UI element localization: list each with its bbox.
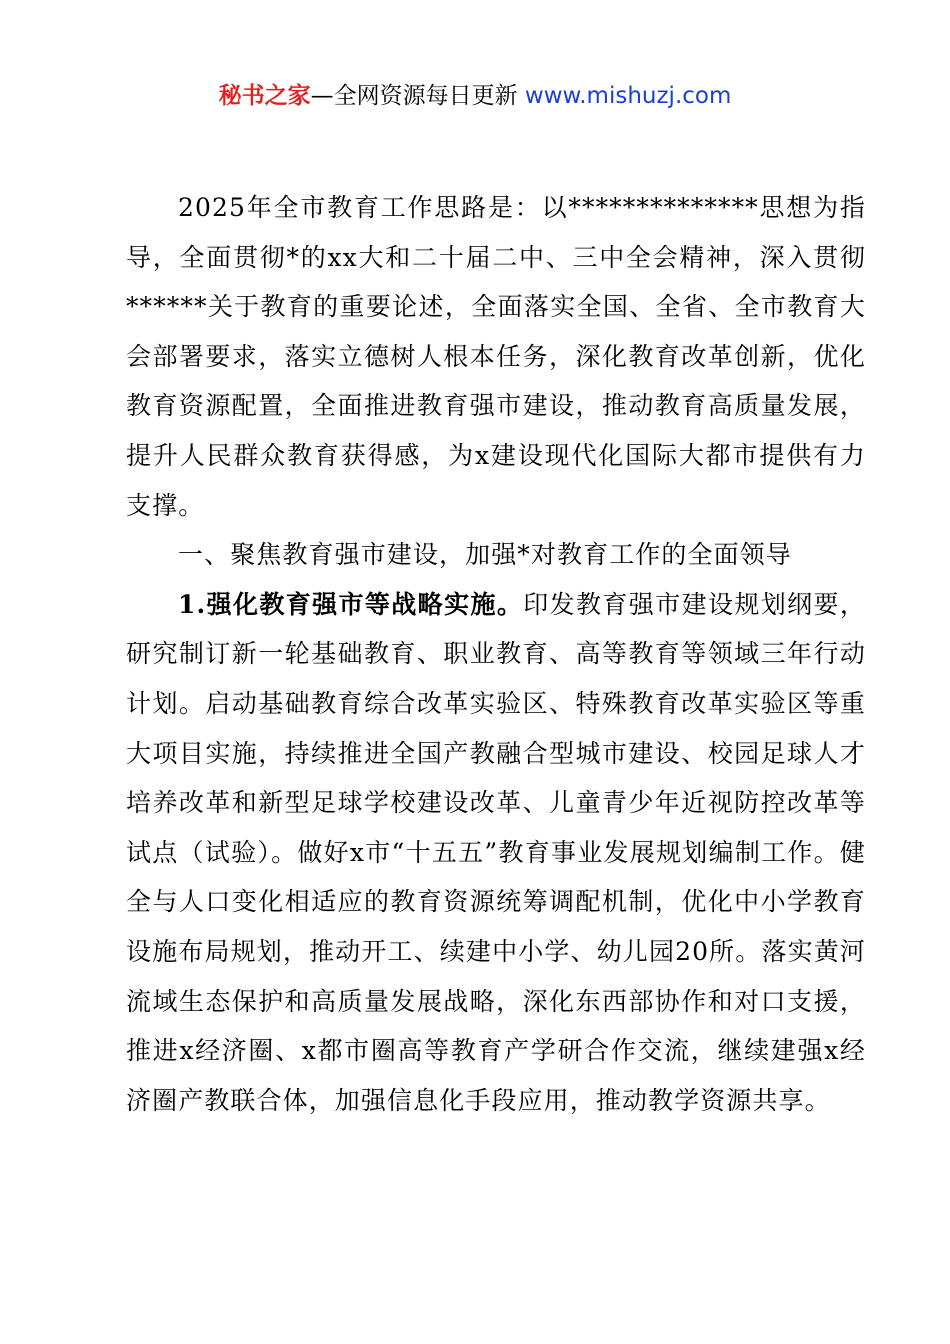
item-lead-title: 1.强化教育强市等战略实施。 [178,589,524,619]
header-tagline: —全网资源每日更新 [310,83,525,109]
item-body-text: 印发教育强市建设规划纲要，研究制订新一轮基础教育、职业教育、高等教育等领域三年行动计划。启动基础教育综合改革实验区、特殊教育改革实验区等重大项目实施，持续推进全国产教融合型城市建设、校园足球人才培养改革和新型足球学校建设改革、儿童青少年近视防控改革等试点（试验）。做好x市“十五五”教育事业发展规划编制工作。健全与人口变化相适应的教育资源统筹调配机制，优化中小学教育设施布局规划，推动开工、续建中小学、幼儿园20所。落实黄河流域生态保护和高质量发展战略，深化东西部协作和对口支援，推进x经济圈、x都市圈高等教育产学研合作交流，继续建强x经济圈产教联合体，加强信息化手段应用，推动教学资源共享。 [126,589,867,1115]
intro-paragraph: 2025年全市教育工作思路是：以**************思想为指导，全面贯彻*的xx大和二十届二中、三中全会精神，深入贯彻******关于教育的重要论述，全面落实全国、全省、全市教育大会部署要求，落实立德树人根本任务，深化教育改革创新，优化教育资源配置，全面推进教育强市建设，推动教育高质量发展，提升人民群众教育获得感，为x建设现代化国际大都市提供有力支撑。 [126,193,866,520]
item-paragraph [126,580,866,1126]
brand-name: 秘书之家 [218,83,311,109]
section-heading: 一、聚焦教育强市建设，加强*对教育工作的全面领导 [178,540,792,570]
document-body [126,183,866,1125]
page-header [0,80,950,112]
site-url-link[interactable]: www.mishuzj.com [524,83,732,109]
